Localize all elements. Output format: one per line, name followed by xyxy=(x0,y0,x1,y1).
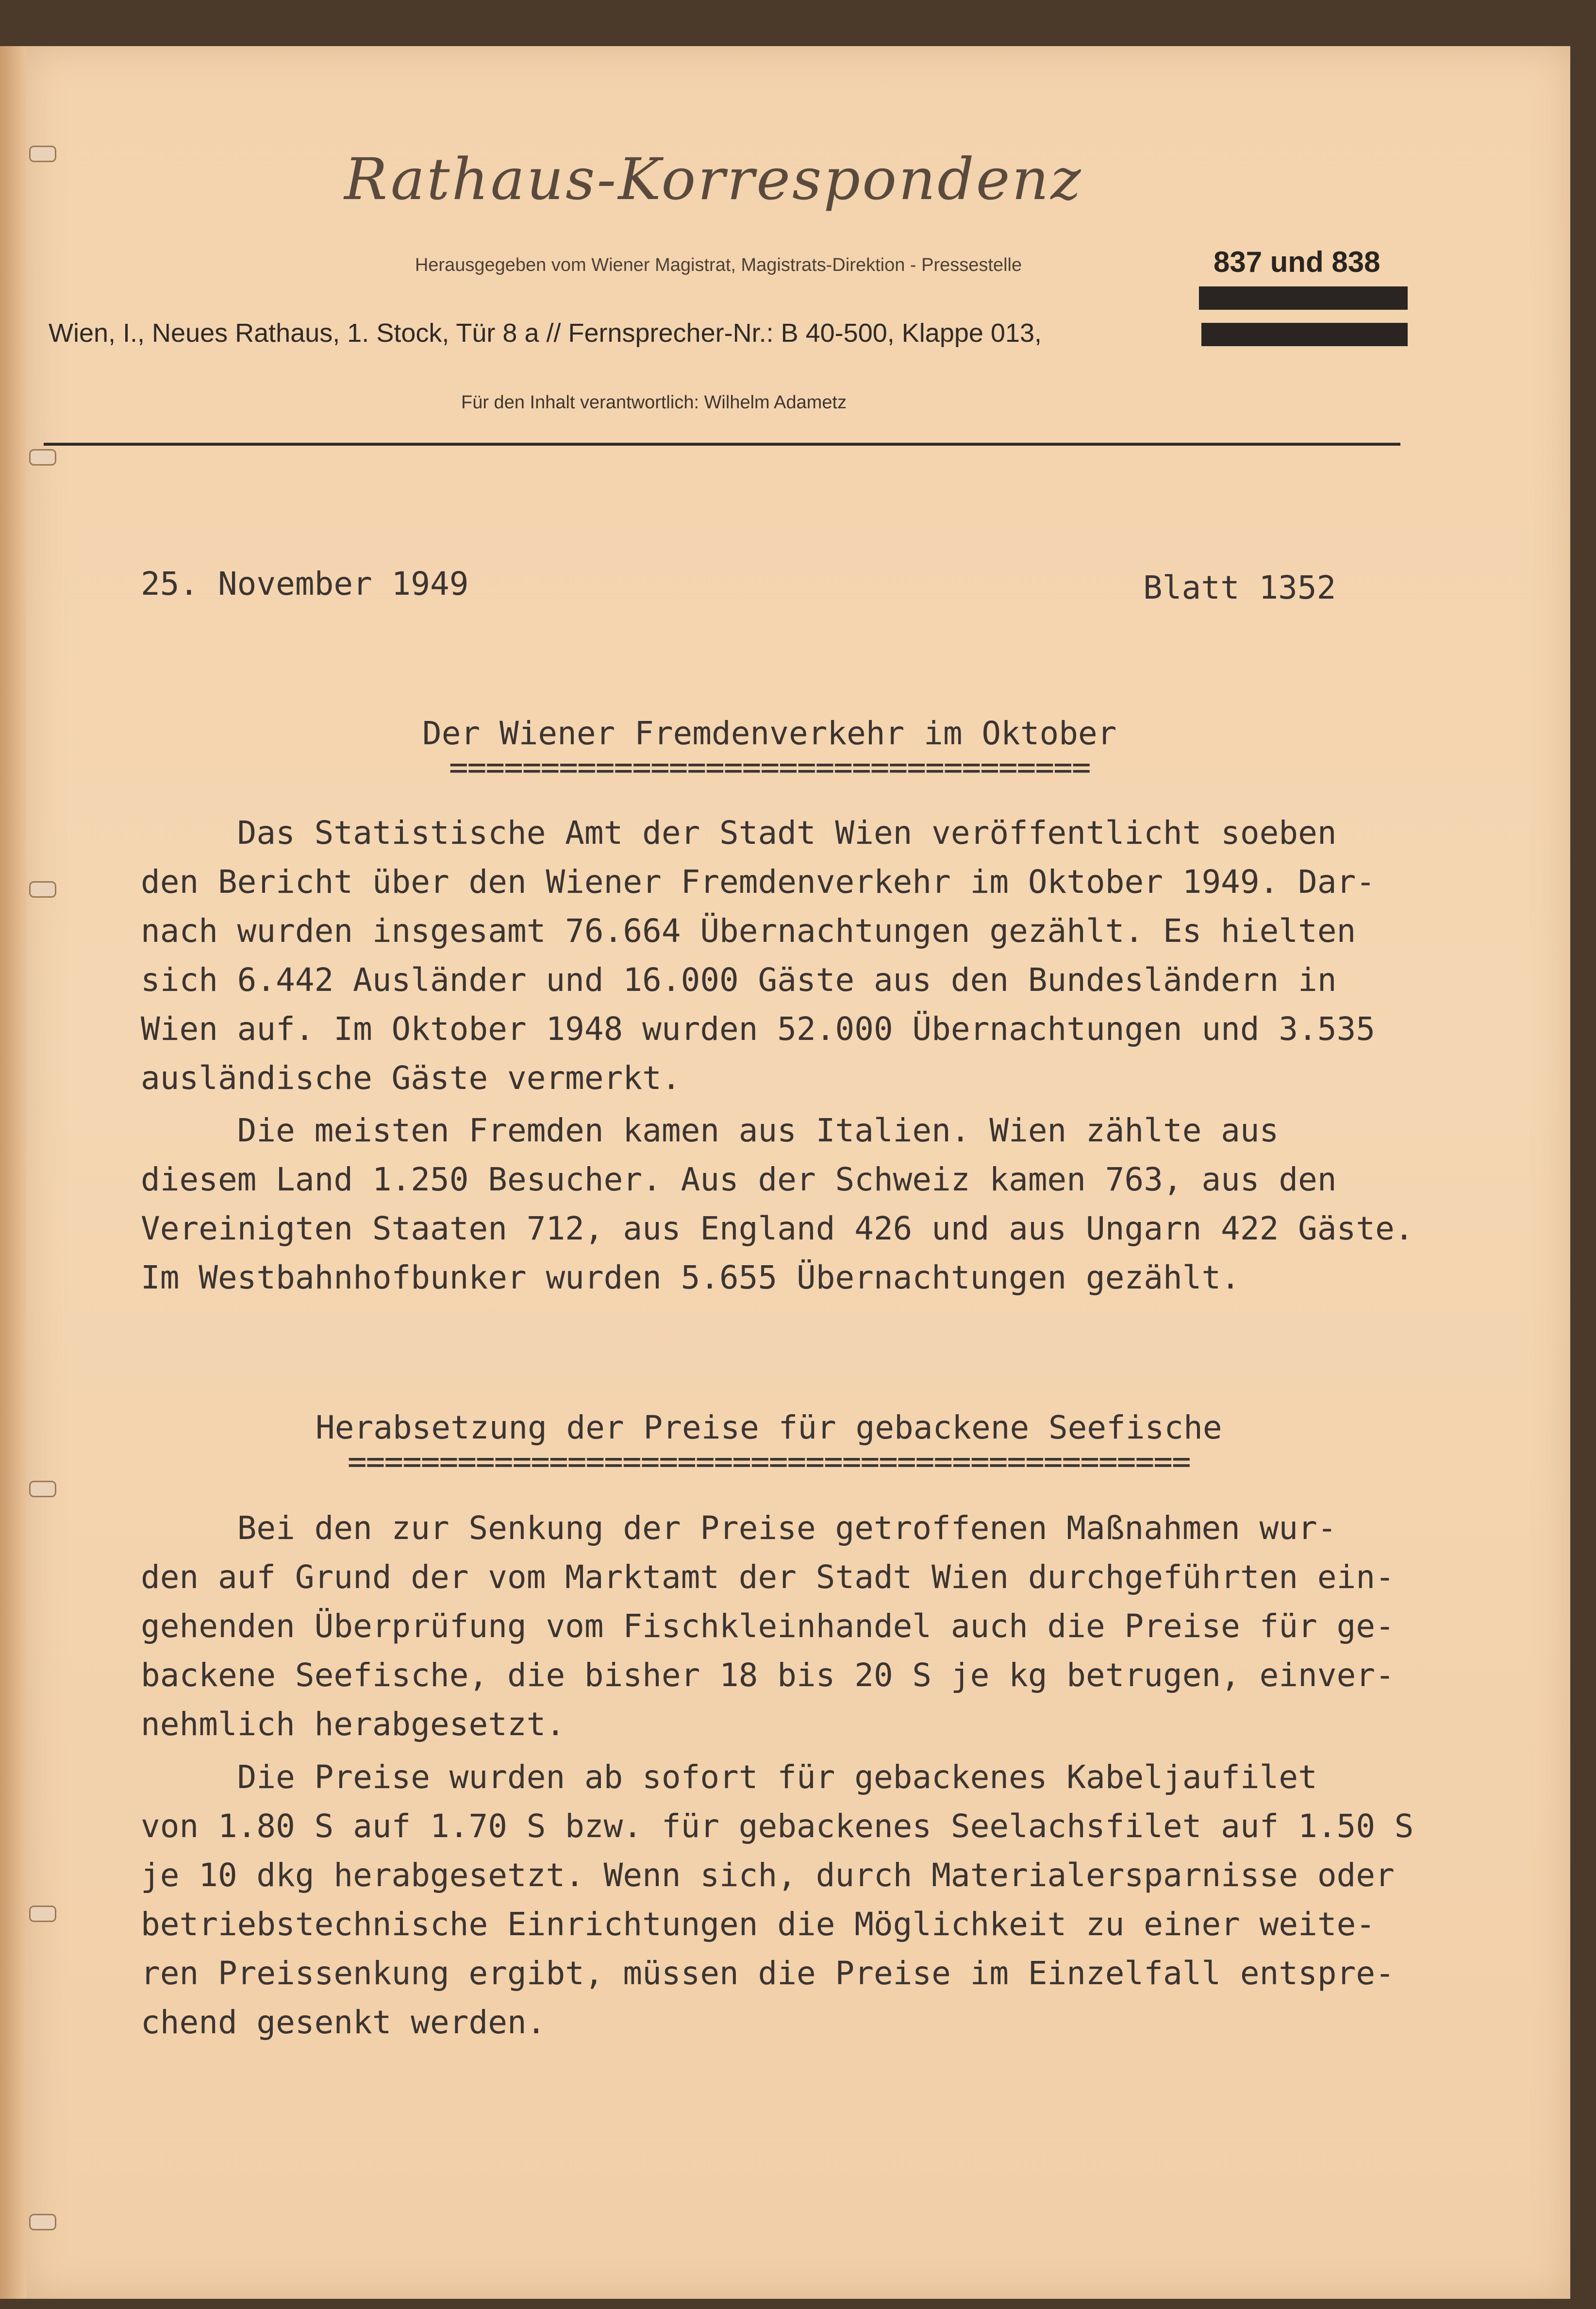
masthead-divider xyxy=(44,443,1400,446)
article-heading xyxy=(316,1403,1222,1472)
binding-staple xyxy=(29,449,56,466)
article-paragraph: Die Preise wurden ab sofort für gebackenes Kabeljaufilet von 1.80 S auf 1.70 S bzw. für gebackenes Seelachsfilet auf 1.50 S je 10 dkg herabgesetzt. Wenn sich, durch Materialersparnisse oder betriebstechnische Einrichtungen die Möglichkeit zu einer weite- ren Preissenkung ergibt, müssen die Preise im Einzelfall entspre- chend gesenkt werden. xyxy=(141,1758,1414,2041)
binding-staple xyxy=(29,2214,56,2230)
binding-staple xyxy=(29,1906,56,1922)
binding-staple xyxy=(29,881,56,898)
article-paragraph: Bei den zur Senkung der Preise getroffenen Maßnahmen wur- den auf Grund der vom Marktamt der Stadt Wien durchgeführten ein- gehenden Überprüfung vom Fischkleinhandel auch die Preise für ge- backene Seefische, die bisher 18 bis 20 S je kg betrugen, einver- nehmlich herabgesetzt. xyxy=(141,1509,1395,1743)
article-title: Herabsetzung der Preise für gebackene Seefische xyxy=(316,1409,1222,1446)
document-date: 25. November 1949 xyxy=(141,565,469,602)
article-title: Der Wiener Fremdenverkehr im Oktober xyxy=(422,715,1117,752)
masthead-responsible: Für den Inhalt verantwortlich: Wilhelm Adametz xyxy=(461,392,847,413)
article-heading xyxy=(422,709,1116,777)
issue-numbers: 837 und 838 xyxy=(1214,246,1380,278)
title-underline: ============================================== xyxy=(347,1452,1190,1472)
binding-staple xyxy=(29,1481,56,1497)
masthead-subtitle: Herausgegeben vom Wiener Magistrat, Magistrats-Direktion - Pressestelle xyxy=(415,255,1022,275)
title-underline: =================================== xyxy=(449,758,1090,777)
article-paragraph: Die meisten Fremden kamen aus Italien. Wien zählte aus diesem Land 1.250 Besucher. Aus der Schweiz kamen 763, aus den Vereinigten Staaten 712, aus England 426 und aus Ungarn 422 Gäste. Im Westbahnhofbunker wurden 5.655 Übernachtungen gezählt. xyxy=(141,1112,1414,1296)
binding-staple xyxy=(29,146,56,162)
article-paragraph: Das Statistische Amt der Stadt Wien veröffentlicht soeben den Bericht über den Wiener Fremdenverkehr im Oktober 1949. Dar- nach wurden insgesamt 76.664 Übernachtungen gezählt. Es hielten sich 6.442 Ausländer und 16.000 Gäste aus den Bundesländern in Wien auf. Im Oktober 1948 wurden 52.000 Übernachtungen und 3.535 ausländische Gäste vermerkt. xyxy=(141,814,1376,1097)
masthead-title: Rathaus-Korrespondenz xyxy=(344,146,1083,213)
redaction-bar xyxy=(1199,286,1408,310)
masthead-address: Wien, I., Neues Rathaus, 1. Stock, Tür 8 a // Fernsprecher-Nr.: B 40-500, Klappe 013, xyxy=(49,318,1042,348)
sheet-number: Blatt 1352 xyxy=(1143,569,1336,606)
